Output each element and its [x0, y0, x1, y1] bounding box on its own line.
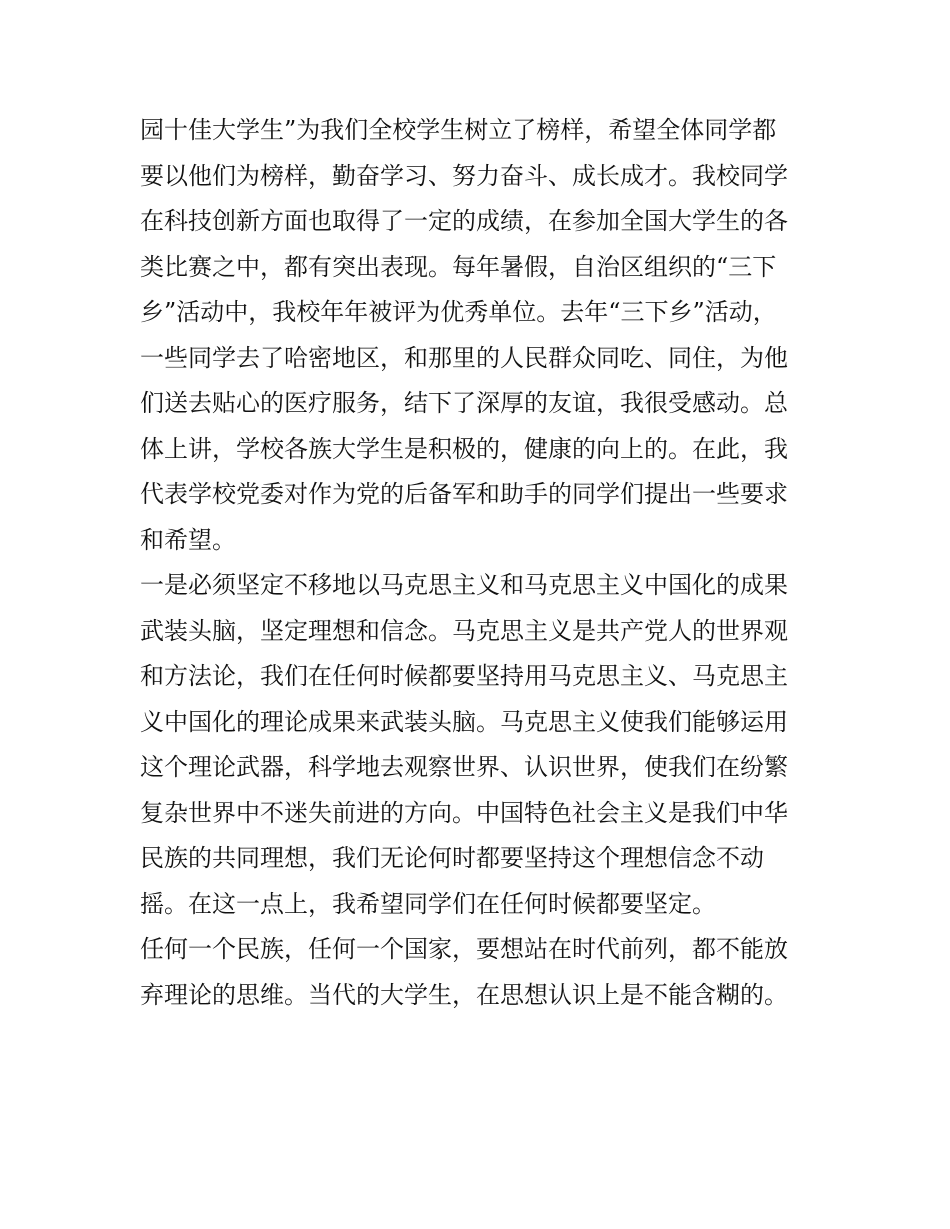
text-line: 武装头脑，坚定理想和信念。马克思主义是共产党人的世界观 — [140, 616, 788, 645]
text-line: 一是必须坚定不移地以马克思主义和马克思主义中国化的成果 — [140, 571, 788, 599]
text-line: 类比赛之中，都有突出表现。每年暑假，自治区组织的“三下 — [140, 252, 777, 281]
text-line: 园十佳大学生”为我们全校学生树立了榜样，希望全体同学都 — [140, 116, 777, 144]
text-line: 乡”活动中，我校年年被评为优秀单位。去年“三下乡”活动， — [140, 298, 777, 326]
text-line: 义中国化的理论成果来武装头脑。马克思主义使我们能够运用 — [140, 707, 788, 736]
body-text — [140, 108, 820, 1018]
text-line: 体上讲，学校各族大学生是积极的，健康的向上的。在此，我 — [140, 434, 788, 463]
text-line: 代表学校党委对作为党的后备军和助手的同学们提出一些要求 — [140, 480, 788, 508]
text-line: 一些同学去了哈密地区，和那里的人民群众同吃、同住，为他 — [140, 343, 788, 372]
text-line: 复杂世界中不迷失前进的方向。中国特色社会主义是我们中华 — [140, 798, 788, 827]
text-line: 们送去贴心的医疗服务，结下了深厚的友谊，我很受感动。总 — [140, 389, 788, 417]
text-line: 摇。在这一点上，我希望同学们在任何时候都要坚定。 — [140, 889, 716, 918]
text-line: 和希望。 — [140, 525, 236, 554]
text-line: 要以他们为榜样，勤奋学习、努力奋斗、成长成才。我校同学 — [140, 161, 788, 190]
text-line: 在科技创新方面也取得了一定的成绩，在参加全国大学生的各 — [140, 207, 788, 235]
text-line: 任何一个民族，任何一个国家，要想站在时代前列，都不能放 — [140, 935, 788, 963]
text-line: 和方法论，我们在任何时候都要坚持用马克思主义、马克思主 — [140, 662, 788, 690]
text-line: 弃理论的思维。当代的大学生，在思想认识上是不能含糊的。 — [140, 980, 788, 1009]
text-line: 民族的共同理想，我们无论何时都要坚持这个理想信念不动 — [140, 844, 764, 872]
text-line: 这个理论武器，科学地去观察世界、认识世界，使我们在纷繁 — [140, 753, 788, 781]
